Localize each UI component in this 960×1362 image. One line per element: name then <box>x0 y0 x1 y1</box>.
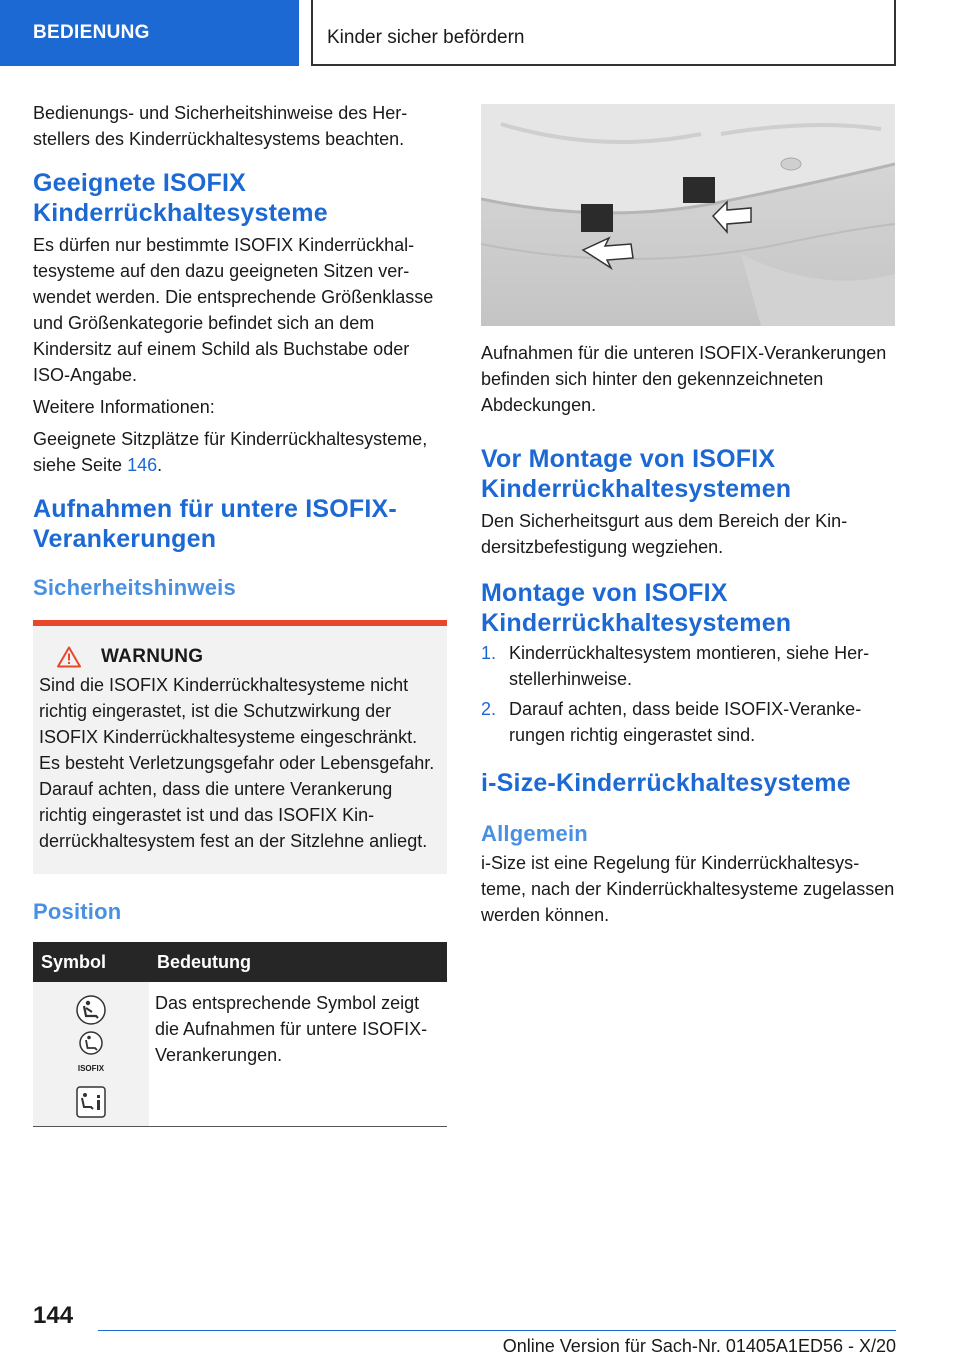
left-column <box>33 100 447 1127</box>
section-tab: BEDIENUNG <box>0 0 299 66</box>
isofix-seat-icon <box>74 994 108 1026</box>
step-text: Darauf achten, dass beide ISOFIX-Verankerungen richtig eingerastet sind. <box>509 699 862 745</box>
warning-text: Sind die ISOFIX Kinderrückhaltesysteme nicht richtig eingerastet, ist die Schutzwirkung der ISOFIX Kinderrückhaltesysteme eingeschränkt. Es besteht Verletzungsgefahr oder Lebensgefahr. Darauf achten, dass die untere Verankerung richtig eingerastet ist und das ISOFIX Kinderrückhaltesystem fest an der Sitzlehne anliegt. <box>39 675 435 851</box>
step-number: 1. <box>481 643 497 663</box>
heading-isofix-systems: Geeignete ISOFIX Kinderrückhaltesysteme <box>33 169 328 227</box>
page-number: 144 <box>33 1302 74 1329</box>
isofix-small-label: ISOFIX <box>77 1064 105 1073</box>
seat-anchor-photo <box>481 104 895 326</box>
heading-position: Position <box>33 899 122 924</box>
step-text: Kinderrückhaltesystem montieren, siehe Herstellerhinweise. <box>509 643 870 689</box>
photo-caption: Aufnahmen für die unteren ISOFIX-Verankerungen befinden sich hinter den gekennzeichneten Abdeckungen. <box>481 343 887 415</box>
list-item <box>481 640 895 692</box>
heading-mounting: Montage von ISOFIX Kinderrückhaltesystemen <box>481 579 792 637</box>
header-title-box <box>311 0 896 66</box>
heading-general: Allgemein <box>481 821 588 846</box>
seats-reference-end: . <box>157 455 163 475</box>
table-row <box>33 982 447 1127</box>
isofix-label-icon-wrap <box>78 1030 104 1082</box>
col-header-symbol: Symbol <box>33 942 149 982</box>
warning-header <box>57 646 439 668</box>
symbol-cell <box>33 982 149 1127</box>
isofix-info-icon <box>76 1086 106 1118</box>
warning-triangle-icon <box>57 646 81 668</box>
footer-divider <box>98 1330 896 1331</box>
right-column <box>481 100 895 934</box>
intro-text: Bedienungs- und Sicherheitshinweise des Herstellers des Kinderrückhaltesystems beachten. <box>33 103 408 149</box>
more-info-text: Weitere Informationen: <box>33 397 215 417</box>
seats-reference-text: Geeignete Sitzplätze für Kinderrückhaltesysteme, siehe Seite <box>33 429 428 475</box>
symbol-table <box>33 942 447 1127</box>
warning-box <box>33 620 447 874</box>
footer-online-version: Online Version für Sach-Nr. 01405A1ED56 - X/20 <box>502 1336 896 1356</box>
heading-lower-anchors: Aufnahmen für untere ISOFIX-Verankerungen <box>33 495 397 553</box>
heading-safety-note: Sicherheitshinweis <box>33 575 236 600</box>
seats-reference <box>33 426 447 478</box>
isize-text: i-Size ist eine Regelung für Kinderrückhaltesysteme, nach der Kinderrückhaltesysteme zugelassen werden können. <box>481 853 895 925</box>
page-link-146[interactable]: 146 <box>127 455 158 475</box>
heading-isize: i-Size-Kinderrückhaltesysteme <box>481 769 851 797</box>
mounting-steps <box>481 640 895 748</box>
list-item <box>481 696 895 748</box>
isofix-paragraph: Es dürfen nur bestimmte ISOFIX Kinderrückhaltesysteme auf den dazu geeigneten Sitzen verwendet werden. Die entsprechende Größenklasse und Größenkategorie befindet sich an dem Kindersitz auf einem Schild als Buchstabe oder ISO-Angabe. <box>33 235 434 385</box>
page-title: Kinder sicher befördern <box>327 27 525 48</box>
before-mounting-text: Den Sicherheitsgurt aus dem Bereich der Kindersitzbefestigung wegziehen. <box>481 511 848 557</box>
step-number: 2. <box>481 699 497 719</box>
meaning-cell: Das entsprechende Symbol zeigt die Aufnahmen für untere ISOFIX-Verankerungen. <box>149 982 447 1127</box>
heading-before-mounting: Vor Montage von ISOFIX Kinderrückhaltesystemen <box>481 445 792 503</box>
warning-label: WARNUNG <box>101 646 204 667</box>
col-header-meaning: Bedeutung <box>149 942 447 982</box>
isofix-seat-small-icon <box>78 1030 104 1056</box>
